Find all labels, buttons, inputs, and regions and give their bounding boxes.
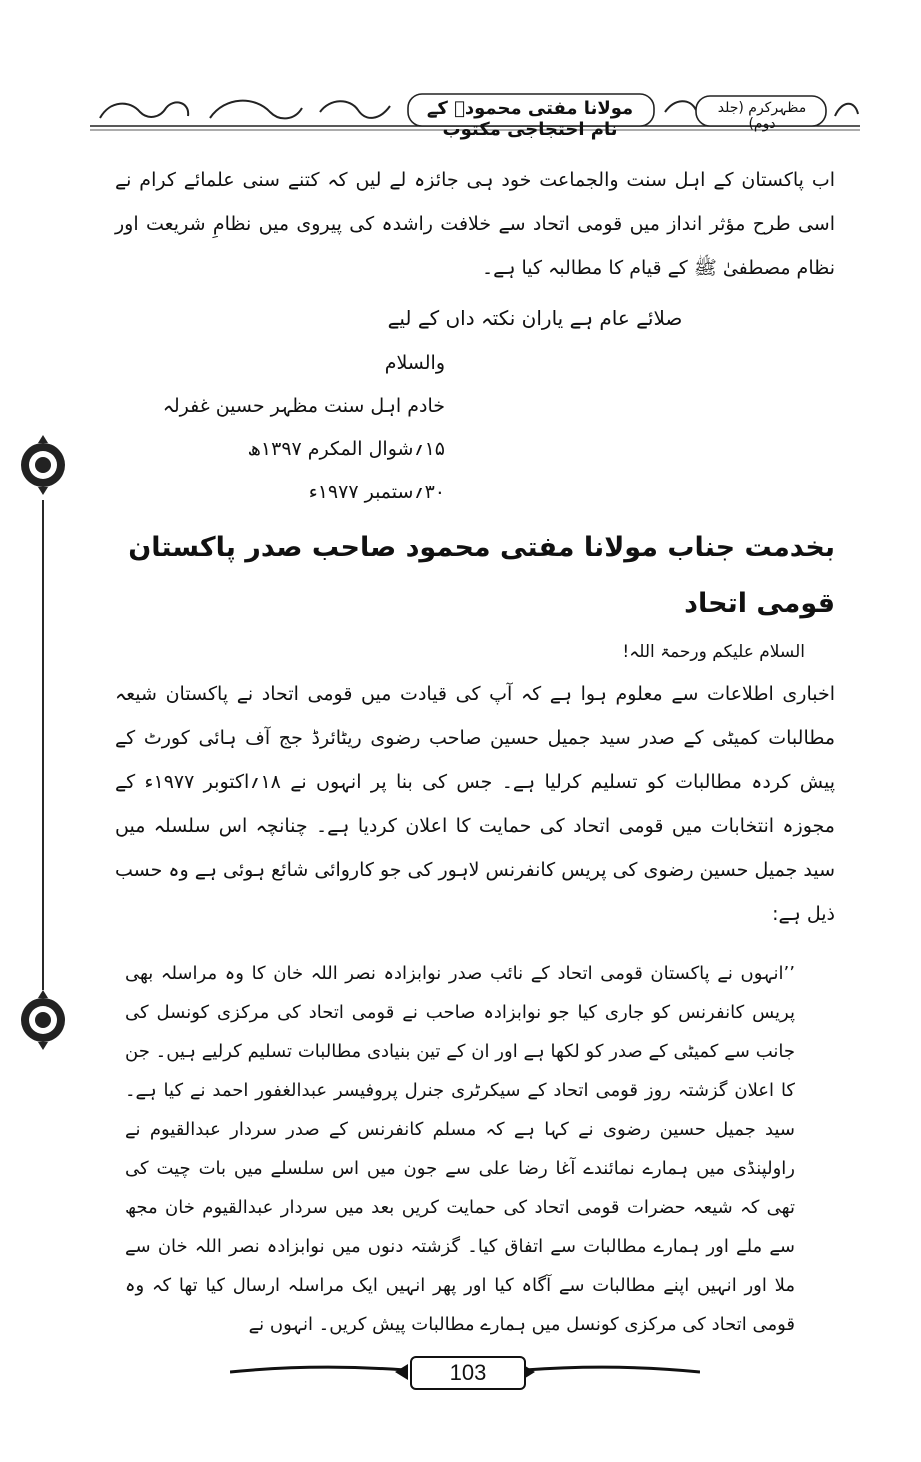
signature-block	[115, 342, 835, 514]
side-ornament	[18, 430, 68, 1074]
signature-hijri-date: ۱۵؍شوال المکرم ۱۳۹۷ھ	[247, 438, 445, 460]
letter-heading: بخدمت جناب مولانا مفتی محمود صاحب صدر پاکستان قومی اتحاد	[128, 532, 835, 619]
letter-body: اخباری اطلاعات سے معلوم ہوا ہے کہ آپ کی قیادت میں قومی اتحاد نے پاکستان شیعہ مطالبات کمیٹی کے صدر سید جمیل حسین صاحب رضوی ریٹائرڈ جج آف ہائی کورٹ کے پیش کردہ مطالبات کو تسلیم کرلیا ہے۔ جس کی بنا پر انہوں نے ۱۸؍اکتوبر ۱۹۷۷ء کے مجوزہ انتخابات میں قومی اتحاد کی حمایت کا اعلان کردیا ہے۔ چنانچہ اس سلسلہ میں سید جمیل حسین رضوی کی پریس کانفرنس لاہور کی جو کاروائی شائع ہوئی ہے وہ حسب ذیل ہے:	[115, 683, 835, 925]
running-title: مولانا مفتی محمودؒ کے نام احتجاجی مکتوب	[426, 98, 634, 140]
page-footer	[230, 1352, 700, 1392]
page-content	[115, 158, 835, 1362]
page-number: 103	[410, 1356, 526, 1390]
page-header	[90, 90, 860, 140]
signature-closing: والسلام	[384, 352, 445, 374]
book-title: مظہرکرم (جلد دوم)	[717, 100, 807, 132]
signature-gregorian-date: ۳۰؍ستمبر ۱۹۷۷ء	[308, 481, 445, 503]
verse-line: صلائے عام ہے یاران نکتہ داں کے لیے	[387, 306, 683, 330]
intro-paragraph: اب پاکستان کے اہل سنت والجماعت خود ہی جائزہ لے لیں کہ کتنے سنی علمائے کرام نے اسی طرح مؤثر انداز میں قومی اتحاد سے خلافت راشدہ کی پیروی میں نظامِ شریعت اور نظام مصطفیٰ ﷺ کے قیام کا مطالبہ کیا ہے۔	[115, 169, 835, 279]
letter-quote: ’’انہوں نے پاکستان قومی اتحاد کے نائب صدر نوابزادہ نصر اللہ خان کا وہ مراسلہ بھی پریس کانفرنس کو جاری کیا جو نوابزادہ صاحب نے قومی اتحاد کی مرکزی کونسل کی جانب سے کمیٹی کے صدر کو لکھا ہے اور ان کے تین بنیادی مطالبات تسلیم کرلیے ہیں۔ جن کا اعلان گزشتہ روز قومی اتحاد کے سیکرٹری جنرل پروفیسر عبدالغفور احمد نے کیا ہے۔ سید جمیل حسین رضوی نے کہا ہے کہ مسلم کانفرنس کے صدر سردار عبدالقیوم نے راولپنڈی میں ہمارے نمائندے آغا رضا علی سے جون میں اس سلسلے میں بات چیت کی تھی کہ شیعہ حضرات قومی اتحاد کی حمایت کریں بعد میں سردار عبدالقیوم خان مجھ سے ملے اور ہمارے مطالبات سے اتفاق کیا۔ گزشتہ دنوں میں نوابزادہ نصر اللہ خان سے ملا اور انہیں اپنے مطالبات سے آگاہ کیا اور پھر انہیں ایک مراسلہ ارسال کیا تھا کہ وہ قومی اتحاد کی مرکزی کونسل میں ہمارے مطالبات پیش کریں۔ انہوں نے	[125, 963, 795, 1335]
letter-salutation: السلام علیکم ورحمۃ اللہ!	[622, 642, 805, 662]
signature-name: خادم اہل سنت مظہر حسین غفرلہ	[162, 395, 445, 417]
